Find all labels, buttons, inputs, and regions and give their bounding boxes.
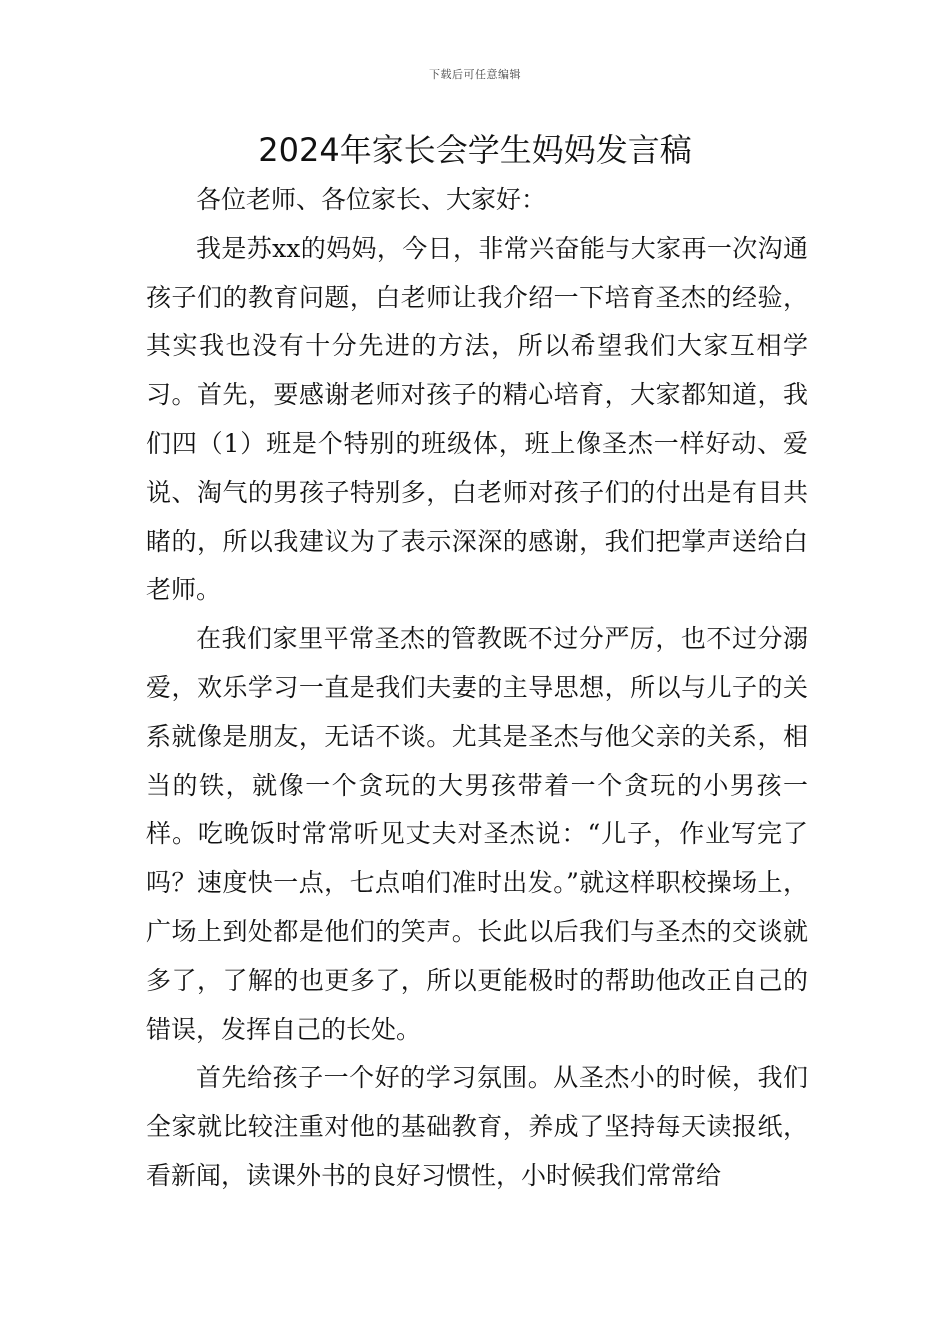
document-body (146, 176, 808, 1201)
header-note: 下载后可任意编辑 (429, 68, 521, 81)
body-paragraph-1: 我是苏xx的妈妈，今日，非常兴奋能与大家再一次沟通孩子们的教育问题，白老师让我介绍一下培育圣杰的经验，其实我也没有十分先进的方法，所以希望我们大家互相学习。首先，要感谢老师对孩子的精心培育，大家都知道，我们四（1）班是个特别的班级体，班上像圣杰一样好动、爱说、淘气的男孩子特别多，白老师对孩子们的付出是有目共睹的，所以我建议为了表示深深的感谢，我们把掌声送给白老师。 (146, 233, 808, 605)
greeting-paragraph: 各位老师、各位家长、大家好： (196, 185, 547, 214)
body-paragraph-2: 在我们家里平常圣杰的管教既不过分严厉，也不过分溺爱，欢乐学习一直是我们夫妻的主导思想，所以与儿子的关系就像是朋友，无话不谈。尤其是圣杰与他父亲的关系，相当的铁，就像一个贪玩的大男孩带着一个贪玩的小男孩一样。吃晚饭时常常听见丈夫对圣杰说：“儿子，作业写完了吗？速度快一点，七点咱们准时出发。”就这样职校操场上，广场上到处都是他们的笑声。长此以后我们与圣杰的交谈就多了，了解的也更多了，所以更能极时的帮助他改正自己的错误，发挥自己的长处。 (146, 624, 808, 1044)
page-title: 2024年家长会学生妈妈发言稿 (258, 131, 692, 169)
body-paragraph-3: 首先给孩子一个好的学习氛围。从圣杰小的时候，我们全家就比较注重对他的基础教育，养成了坚持每天读报纸，看新闻，读课外书的良好习惯性，小时候我们常常给 (146, 1063, 808, 1190)
